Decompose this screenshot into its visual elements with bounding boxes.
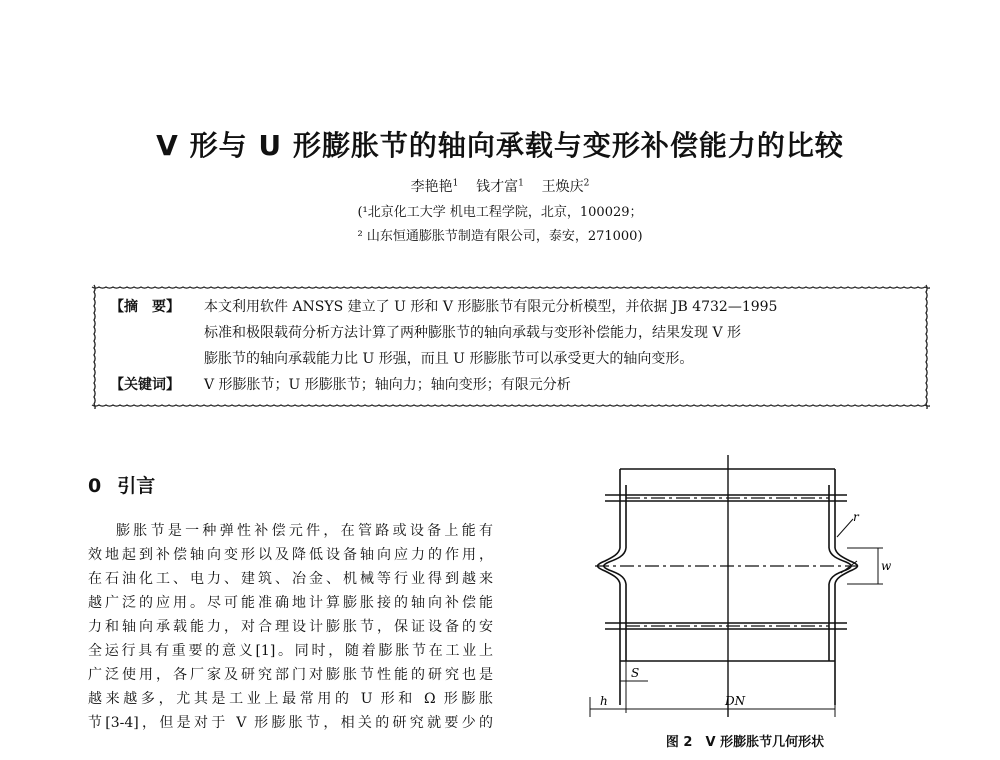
keywords-text: V 形膨胀节；U 形膨胀节；轴向力；轴向变形；有限元分析	[204, 377, 571, 393]
abstract-line: 标准和极限载荷分析方法计算了两种膨胀节的轴向承载与变形补偿能力，结果发现 V 形	[204, 325, 742, 341]
body-line: 膨胀节是一种弹性补偿元件，在管路或设备上能有	[116, 523, 493, 539]
label-s: S	[631, 666, 640, 680]
author-list	[0, 176, 1000, 196]
section-heading	[88, 471, 155, 498]
author-name: 钱才富	[476, 179, 519, 195]
author-affil-mark: 2	[583, 178, 590, 189]
affiliation-line: ² 山东恒通膨胀节制造有限公司，泰安，271000)	[357, 229, 643, 244]
author-affil-mark: 1	[518, 178, 524, 189]
body-line: 节[3-4]，但是对于 V 形膨胀节，相关的研究就要少的	[88, 715, 493, 731]
body-line: 在石油化工、电力、建筑、冶金、机械等行业得到越来	[88, 571, 493, 587]
figure-caption: 图 2 V 形膨胀节几何形状	[665, 735, 825, 750]
paper-title: V 形与 U 形膨胀节的轴向承载与变形补偿能力的比较	[156, 129, 844, 162]
body-line: 广泛使用，各厂家及研究部门对膨胀节性能的研究也是	[88, 667, 493, 683]
affiliation-line: (¹北京化工大学 机电工程学院，北京，100029；	[357, 205, 643, 220]
section-title: 引言	[117, 475, 156, 497]
abstract-line: 本文利用软件 ANSYS 建立了 U 形和 V 形膨胀节有限元分析模型，并依据 JB 4732—1995	[204, 299, 778, 315]
body-line: 全运行具有重要的意义[1]。同时，随着膨胀节在工业上	[88, 643, 493, 659]
label-r: r	[853, 510, 859, 524]
section-number: 0	[88, 475, 102, 497]
abstract-label: 【摘 要】	[110, 299, 180, 315]
author-name: 李艳艳	[410, 179, 453, 195]
author-affil-mark: 1	[452, 178, 459, 189]
keywords-label: 【关键词】	[110, 377, 180, 393]
body-line: 效地起到补偿轴向变形以及降低设备轴向应力的作用，	[88, 547, 493, 563]
body-line: 力和轴向承载能力，对合理设计膨胀节，保证设备的安	[88, 619, 493, 635]
body-line: 越广泛的应用。尽可能准确地计算膨胀接的轴向补偿能	[88, 595, 493, 611]
label-h: h	[600, 694, 608, 708]
abstract-line: 膨胀节的轴向承载能力比 U 形强，而且 U 形膨胀节可以承受更大的轴向变形。	[204, 351, 694, 367]
author-name: 王焕庆	[541, 179, 584, 195]
abstract-box	[90, 283, 930, 409]
label-dn: DN	[725, 694, 746, 708]
body-line: 越来越多，尤其是工业上最常用的 U 形和 Ω 形膨胀	[88, 691, 493, 707]
bellows-drawing	[585, 455, 905, 723]
label-w: w	[881, 559, 892, 573]
figure-v-bellows	[585, 455, 905, 723]
